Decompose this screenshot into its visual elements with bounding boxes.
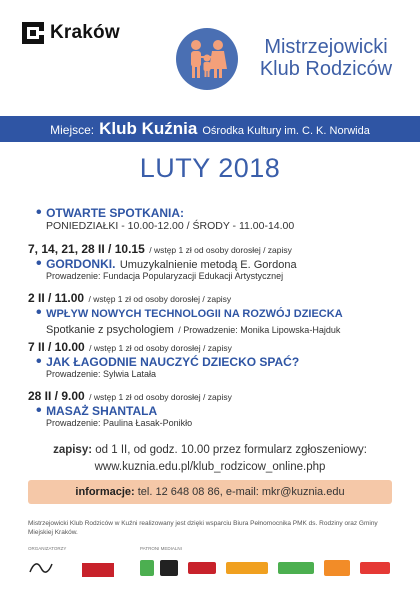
event-2-entry: / wstęp 1 zł od osoby dorosłej / zapisy — [88, 294, 232, 304]
event-3-title: JAK ŁAGODNIE NAUCZYĆ DZIECKO SPAĆ? — [46, 355, 300, 369]
event-2-title: WPŁYW NOWYCH TECHNOLOGII NA ROZWÓJ DZIECKA — [46, 308, 343, 320]
bullet-icon: • — [36, 204, 42, 221]
event-1-lead: Prowadzenie: Fundacja Popularyzacji Edukacji Artystycznej — [46, 271, 284, 281]
partner-2-logo-icon — [160, 560, 178, 576]
krakow-mark-icon — [22, 22, 44, 44]
club-name-line2: Klub Rodziców — [259, 58, 393, 80]
norwid-logo-icon — [28, 558, 54, 578]
place-banner — [0, 116, 420, 142]
event-3-lead: Prowadzenie: Sylwia Latała — [46, 369, 157, 379]
info-label: informacje: — [75, 486, 135, 498]
bullet-icon: • — [36, 255, 42, 272]
partner-7-logo-icon — [360, 562, 390, 574]
partner-3-logo-icon — [188, 562, 216, 574]
partners-label: PATRONI MEDIALNI — [140, 546, 182, 551]
bullet-icon: • — [36, 353, 42, 370]
event-4-entry: / wstęp 1 zł od osoby dorosłej / zapisy — [89, 392, 232, 402]
event-3-entry: / wstęp 1 zł od osoby dorosłej / zapisy — [89, 343, 232, 353]
event-1-entry: / wstęp 1 zł od osoby dorosłej / zapisy — [149, 245, 292, 255]
event-1-title: GORDONKI. — [46, 257, 116, 271]
partner-5-logo-icon — [278, 562, 314, 574]
place-venue: Klub Kuźnia — [99, 119, 198, 138]
partner-6-logo-icon — [324, 560, 350, 576]
open-meetings-title: • OTWARTE SPOTKANIA: — [36, 204, 185, 221]
signup-text: od 1 II, od godz. 10.00 przez formularz zgłoszeniowy: — [95, 444, 367, 456]
event-2-date: 2 II / 11.00 — [28, 291, 85, 305]
klub-kuznia-logo-icon — [62, 562, 114, 578]
partner-4-logo-icon — [226, 562, 268, 574]
event-1-date: 7, 14, 21, 28 II / 10.15 — [28, 242, 145, 256]
place-rest: Ośrodka Kultury im. C. K. Norwida — [202, 125, 370, 137]
event-2-lead: / Prowadzenie: Monika Lipowska-Hajduk — [178, 325, 341, 335]
event-1-subtitle: Umuzykalnienie metodą E. Gordona — [119, 259, 297, 271]
club-name — [246, 36, 406, 80]
info-bar — [28, 480, 392, 504]
family-logo-icon — [176, 28, 238, 90]
partner-1-logo-icon — [140, 560, 154, 576]
open-meetings-hours: PONIEDZIAŁKI - 10.00-12.00 / ŚRODY - 11.00-14.00 — [46, 220, 295, 232]
bullet-icon: • — [36, 402, 42, 419]
club-name-line1: Mistrzejowicki — [264, 36, 388, 58]
krakow-logo — [22, 22, 120, 44]
signup-url[interactable]: www.kuznia.edu.pl/klub_rodzicow_online.php — [94, 461, 326, 473]
krakow-logo-text: Kraków — [50, 22, 120, 43]
info-contact: tel. 12 648 08 86, e-mail: mkr@kuznia.edu — [137, 486, 345, 498]
footnote: Mistrzejowicki Klub Rodziców w Kuźni realizowany jest dzięki wsparciu Biura Pełnomocnika PMK ds. Rodziny oraz Gminy Miejskiej Kraków. — [28, 520, 378, 536]
bullet-icon: • — [36, 304, 42, 321]
event-4-date: 28 II / 9.00 — [28, 389, 85, 403]
event-3-date: 7 II / 10.00 — [28, 340, 85, 354]
event-2-subtitle: Spotkanie z psychologiem — [46, 324, 174, 336]
organizers-label: ORGANIZATORZY — [28, 546, 67, 551]
event-4-title: MASAŻ SHANTALA — [46, 404, 158, 418]
place-label: Miejsce: — [50, 123, 95, 137]
event-4-lead: Prowadzenie: Paulina Łasak-Ponikło — [46, 418, 193, 428]
month-title: LUTY 2018 — [139, 153, 281, 183]
signup-block — [0, 442, 420, 476]
signup-prefix: zapisy: — [53, 444, 93, 456]
event-2-sub-row — [46, 320, 340, 338]
